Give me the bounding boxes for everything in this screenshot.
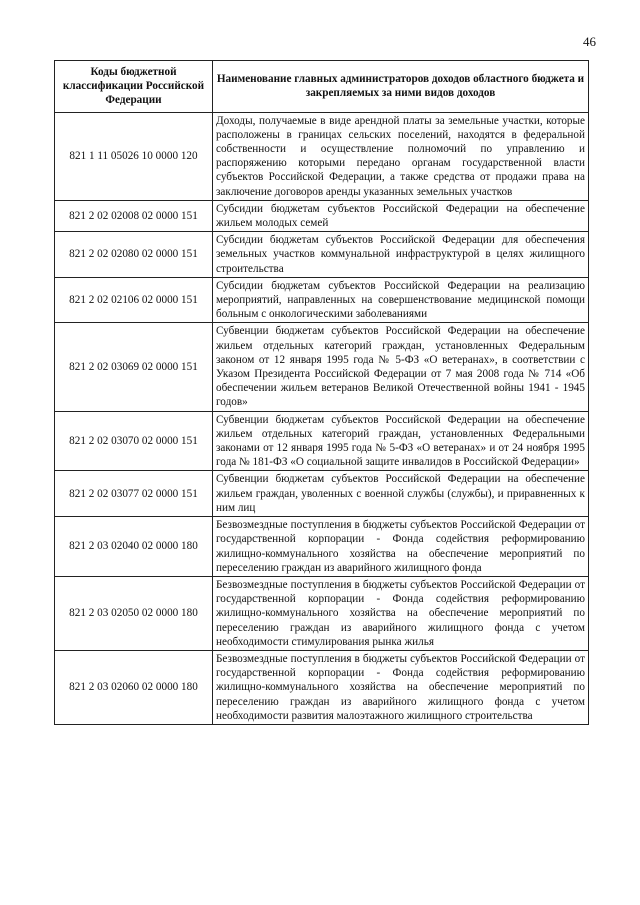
income-description: Безвозмездные поступления в бюджеты субъектов Российской Федерации от государственной корпорации - Фонда содействия реформированию жилищно-коммунального хозяйства на обеспечение мероприятий по переселению граждан из аварийного жилищного фонда	[213, 517, 589, 577]
table-row	[55, 200, 589, 231]
table-row	[55, 277, 589, 323]
income-description: Субсидии бюджетам субъектов Российской Федерации для обеспечения земельных участков коммунальной инфраструктурой в целях жилищного строительства	[213, 232, 589, 278]
table-row	[55, 112, 589, 200]
budget-code: 821 2 02 03077 02 0000 151	[55, 471, 213, 517]
budget-code: 821 2 02 02008 02 0000 151	[55, 200, 213, 231]
budget-classification-table	[54, 60, 589, 725]
table-row	[55, 576, 589, 650]
budget-code: 821 2 02 02106 02 0000 151	[55, 277, 213, 323]
table-row	[55, 517, 589, 577]
budget-code: 821 2 02 03070 02 0000 151	[55, 411, 213, 471]
income-description: Субвенции бюджетам субъектов Российской Федерации на обеспечение жильем граждан, уволенных с военной службы (службы), и приравненных к ним лиц	[213, 471, 589, 517]
budget-code: 821 1 11 05026 10 0000 120	[55, 112, 213, 200]
table-row	[55, 471, 589, 517]
income-description: Субвенции бюджетам субъектов Российской Федерации на обеспечение жильем отдельных категорий граждан, установленных Федеральными законами от 12 января 1995 года № 5-ФЗ «О ветеранах» и от 24 ноября 1995 года № 181-ФЗ «О социальной защите инвалидов в Российской Федерации»	[213, 411, 589, 471]
header-names: Наименование главных администраторов доходов областного бюджета и закрепляемых за ними видов доходов	[213, 61, 589, 113]
income-description: Доходы, получаемые в виде арендной платы за земельные участки, которые расположены в границах сельских поселений, находятся в федеральной собственности и осуществление полномочий по управлению и распоряжению которыми передано органам государственной власти субъектов Российской Федерации, а также средства от продажи права на заключение договоров аренды указанных земельных участков	[213, 112, 589, 200]
budget-code: 821 2 02 02080 02 0000 151	[55, 232, 213, 278]
budget-code: 821 2 03 02050 02 0000 180	[55, 576, 213, 650]
table-header-row	[55, 61, 589, 113]
income-description: Субсидии бюджетам субъектов Российской Федерации на реализацию мероприятий, направленных на совершенствование медицинской помощи больным с онкологическими заболеваниями	[213, 277, 589, 323]
budget-code: 821 2 02 03069 02 0000 151	[55, 323, 213, 411]
income-description: Безвозмездные поступления в бюджеты субъектов Российской Федерации от государственной корпорации - Фонда содействия реформированию жилищно-коммунального хозяйства на обеспечение мероприятий по переселению граждан из аварийного жилищного фонда с учетом необходимости развития малоэтажного жилищного строительства	[213, 650, 589, 724]
page-number: 46	[583, 34, 596, 49]
table-row	[55, 232, 589, 278]
budget-code: 821 2 03 02040 02 0000 180	[55, 517, 213, 577]
header-codes: Коды бюджетной классификации Российской Федерации	[55, 61, 213, 113]
table-row	[55, 323, 589, 411]
income-description: Субвенции бюджетам субъектов Российской Федерации на обеспечение жильем отдельных категорий граждан, установленных Федеральным законом от 12 января 1995 года № 5-ФЗ «О ветеранах», в соответствии с Указом Президента Российской Федерации от 7 мая 2008 года № 714 «Об обеспечении жильем ветеранов Великой Отечественной войны 1941 - 1945 годов»	[213, 323, 589, 411]
budget-code: 821 2 03 02060 02 0000 180	[55, 650, 213, 724]
income-description: Безвозмездные поступления в бюджеты субъектов Российской Федерации от государственной корпорации - Фонда содействия реформированию жилищно-коммунального хозяйства на обеспечение мероприятий по переселению граждан из аварийного жилищного фонда с учетом необходимости стимулирования рынка жилья	[213, 576, 589, 650]
income-description: Субсидии бюджетам субъектов Российской Федерации на обеспечение жильем молодых семей	[213, 200, 589, 231]
table-row	[55, 650, 589, 724]
table-row	[55, 411, 589, 471]
